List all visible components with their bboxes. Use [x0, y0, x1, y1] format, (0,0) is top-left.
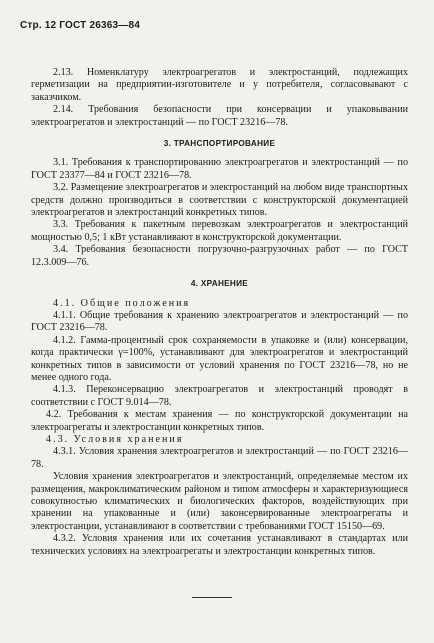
- paragraph-2-14: 2.14. Требования безопасности при консервации и упаковывании электроагрегатов и электростанций — по ГОСТ 23216—78.: [31, 104, 408, 128]
- paragraph-4-1: 4.1. Общие положения: [53, 297, 191, 309]
- end-rule: [192, 597, 232, 598]
- page-header: Стр. 12 ГОСТ 26363—84: [20, 20, 140, 31]
- paragraph-4-1-1: 4.1.1. Общие требования к хранению электроагрегатов и электростанций — по ГОСТ 23216—78.: [31, 309, 408, 334]
- section-title-transport: 3. ТРАНСПОРТИРОВАНИЕ: [163, 139, 276, 149]
- paragraph-3-3: 3.3. Требования к пакетным перевозкам электроагрегатов и электростанций мощностью 0,5; 1 кВт устанавливают в конструкторской документации.: [31, 219, 408, 243]
- paragraph-4-2: 4.2. Требования к местам хранения — по конструкторской документации на электроагрегаты и электростанции конкретных типов.: [31, 409, 408, 433]
- paragraph-4-1-3: 4.1.3. Переконсервацию электроагрегатов и электростанций проводят в соответствии с ГОСТ 9.014—78.: [31, 384, 408, 408]
- paragraph-4-3: 4.3. Условия хранения: [46, 433, 184, 445]
- paragraph-3-2: 3.2. Размещение электроагрегатов и электростанций на любом виде транспортных средств должно производиться в соответствии с конструкторской документацией электроагрегатов и электростанций конкретных типов.: [31, 182, 408, 219]
- paragraph-4-3-1a: 4.3.1. Условия хранения электроагрегатов и электростанций — по ГОСТ 23216—78.: [31, 446, 408, 470]
- paragraph-3-4: 3.4. Требования безопасности погрузочно-разгрузочных работ — по ГОСТ 12.3.009—76.: [31, 244, 408, 268]
- paragraph-3-1: 3.1. Требования к транспортированию электроагрегатов и электростанций — по ГОСТ 23377—84 и ГОСТ 23216—78.: [31, 157, 408, 181]
- section-title-storage: 4. ХРАНЕНИЕ: [190, 279, 249, 289]
- document-body: [31, 67, 408, 558]
- paragraph-2-13: 2.13. Номенклатуру электроагрегатов и электростанций, подлежащих герметизации на предприятии-изготовителе и у потребителя, согласовывают с заказчиком.: [31, 67, 408, 103]
- paragraph-4-1-2: 4.1.2. Гамма-процентный срок сохраняемости в упаковке и (или) консервации, когда практически γ=100%, устанавливают для электроагрегатов и электростанций конкретных типов в зависимости от условий хранения по ГОСТ 23216—78, но не менее одного года.: [31, 334, 408, 383]
- paragraph-4-3-2: 4.3.2. Условия хранения или их сочетания устанавливают в стандартах или технических условиях на электроагрегаты и электростанции конкретных типов.: [31, 533, 408, 557]
- paragraph-4-3-1b: Условия хранения электроагрегатов и электростанций, определяемые местом их размещения, макроклиматическим районом и типом атмосферы и характеризующиеся совокупностью климатических и биологических факторов, воздействующих при хранении на упакованные и (или) законсервированные электроагрегаты и электростанции, устанавливают в соответствии с требованиями ГОСТ 15150—69.: [31, 471, 408, 532]
